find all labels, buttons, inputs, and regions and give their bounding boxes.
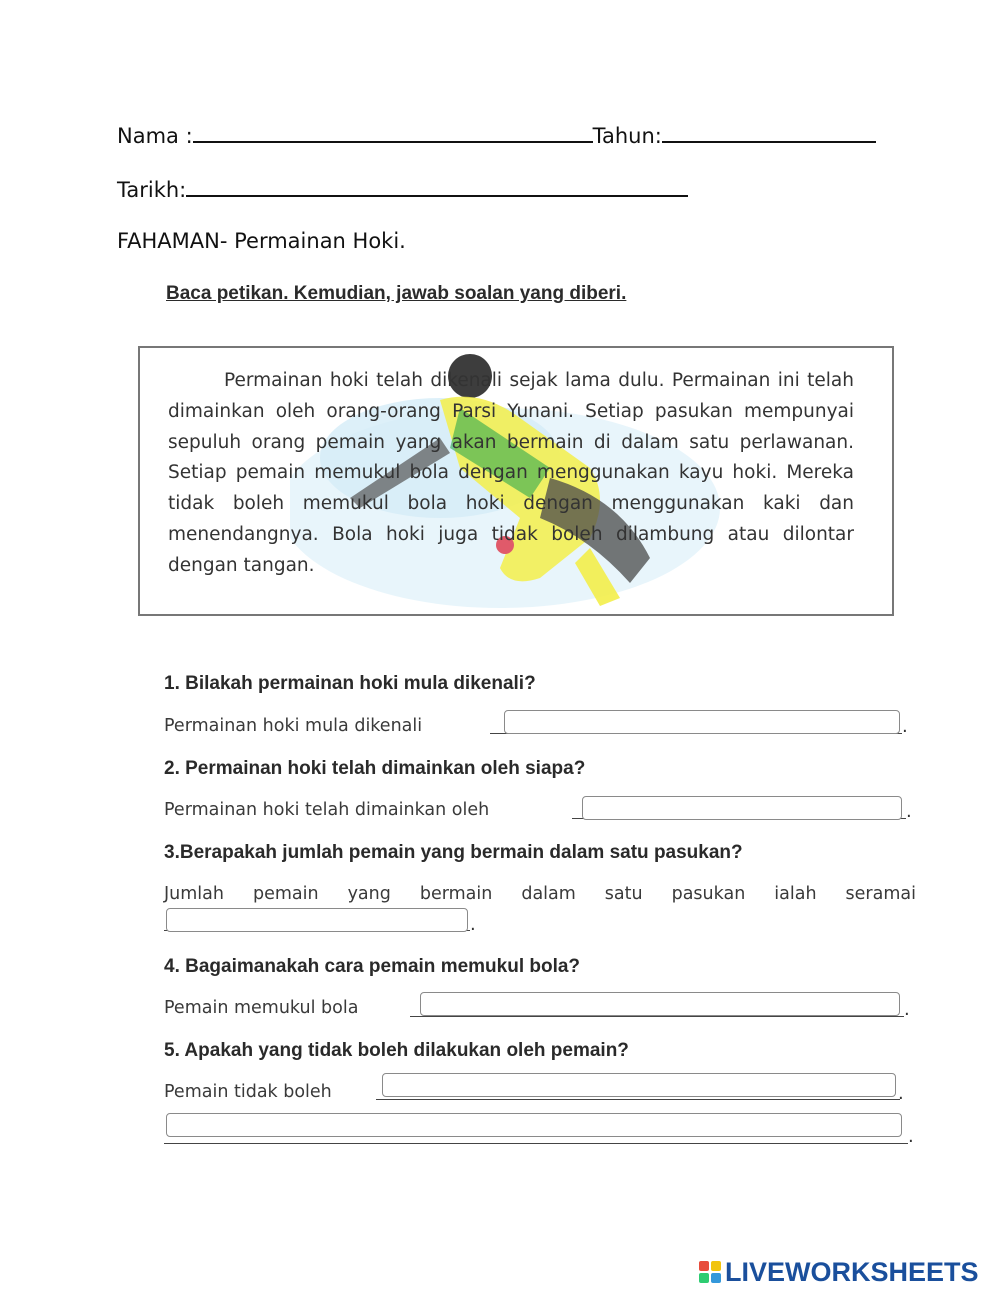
answer-5b-line bbox=[164, 1143, 908, 1144]
name-label: Nama : bbox=[117, 124, 193, 148]
name-blank bbox=[193, 121, 593, 143]
answer-5b-period: . bbox=[908, 1126, 914, 1147]
instruction: Baca petikan. Kemudian, jawab soalan yang diberi. bbox=[166, 283, 627, 304]
answer-2-input[interactable] bbox=[582, 796, 902, 820]
answer-5-period: . bbox=[898, 1083, 904, 1104]
answer-4-line bbox=[410, 1016, 904, 1017]
prompt-5: Pemain tidak boleh bbox=[164, 1082, 332, 1102]
question-1: 1. Bilakah permainan hoki mula dikenali? bbox=[164, 673, 536, 694]
answer-3-input[interactable] bbox=[166, 908, 468, 932]
question-5: 5. Apakah yang tidak boleh dilakukan oleh pemain? bbox=[164, 1040, 629, 1061]
prompt-1: Permainan hoki mula dikenali bbox=[164, 716, 423, 736]
question-2: 2. Permainan hoki telah dimainkan oleh siapa? bbox=[164, 758, 586, 779]
answer-5b-input[interactable] bbox=[166, 1113, 902, 1137]
answer-4-input[interactable] bbox=[420, 992, 900, 1016]
date-row bbox=[117, 175, 688, 202]
passage-box bbox=[138, 346, 894, 616]
date-label: Tarikh: bbox=[117, 178, 187, 202]
passage-text bbox=[168, 366, 854, 582]
answer-2-period: . bbox=[906, 801, 912, 822]
prompt-4: Pemain memukul bola bbox=[164, 998, 359, 1018]
liveworksheets-logo-icon bbox=[699, 1261, 721, 1283]
date-blank bbox=[186, 175, 688, 197]
answer-1-input[interactable] bbox=[504, 710, 900, 734]
answer-5-line bbox=[376, 1099, 900, 1100]
liveworksheets-brand bbox=[699, 1256, 979, 1288]
name-year-row bbox=[117, 121, 876, 148]
question-4: 4. Bagaimanakah cara pemain memukul bola? bbox=[164, 956, 581, 977]
year-label: Tahun: bbox=[592, 124, 662, 148]
answer-1-period: . bbox=[902, 716, 908, 737]
answer-3-period: . bbox=[470, 914, 476, 935]
prompt-3: Jumlah pemain yang bermain dalam satu pasukan ialah seramai bbox=[164, 884, 916, 904]
question-3: 3.Berapakah jumlah pemain yang bermain dalam satu pasukan? bbox=[164, 842, 743, 863]
passage-paragraph: Permainan hoki telah dikenali sejak lama dulu. Permainan ini telah dimainkan oleh orang-orang Parsi Yunani. Setiap pasukan mempunyai sepuluh orang pemain yang akan bermain di dalam satu perlawanan. Setiap pemain memukul bola dengan menggunakan kayu hoki. Mereka tidak boleh memukul bola hoki dengan menggunakan kaki dan menendangnya. Bola hoki juga tidak boleh dilambung atau dilontar dengan tangan. bbox=[168, 370, 854, 576]
brand-text: LIVEWORKSHEETS bbox=[725, 1256, 979, 1287]
answer-5-input[interactable] bbox=[382, 1073, 896, 1097]
prompt-2: Permainan hoki telah dimainkan oleh bbox=[164, 800, 490, 820]
year-blank bbox=[662, 121, 876, 143]
worksheet-title: FAHAMAN- Permainan Hoki. bbox=[117, 229, 406, 253]
answer-4-period: . bbox=[904, 999, 910, 1020]
